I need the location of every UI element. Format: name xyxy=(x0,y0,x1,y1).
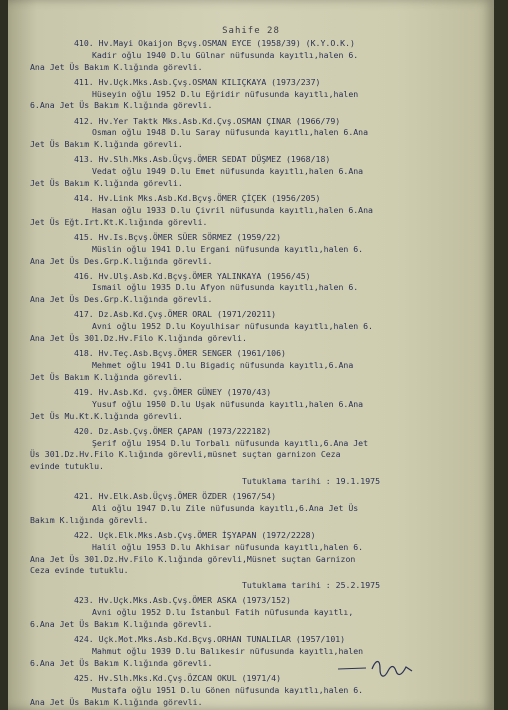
entry-detail-line: Ismail oğlu 1935 D.lu Afyon nüfusunda kayıtlı,halen 6. xyxy=(92,282,359,293)
entry-detail-line: Ceza evinde tutuklu. xyxy=(30,565,129,576)
entry-detail-line: Mehmet oğlu 1941 D.lu Bigadiç nüfusunda kayıtlı,6.Ana xyxy=(92,360,354,371)
entry-detail-line: Jet Üs Bakım K.lığında görevli. xyxy=(30,371,183,382)
entry-detail-line: Ana Jet Üs Des.Grp.K.lığında görevli. xyxy=(30,255,213,266)
record-entry xyxy=(30,154,486,189)
record-entry xyxy=(30,116,486,151)
detention-date-note: Tutuklama tarihi : 25.2.1975 xyxy=(242,580,381,591)
entry-heading-line: 423. Hv.Uçk.Mks.Asb.Çvş.ÖMER ASKA (1973/152) xyxy=(74,595,291,606)
record-entry xyxy=(30,426,486,488)
signature-mark xyxy=(336,655,426,685)
entry-detail-line: Halil oğlu 1953 D.lu Akhisar nüfusunda kayıtlı,halen 6. xyxy=(92,541,364,552)
entry-detail-line: Ana Jet Üs Bakım K.lığında görevli. xyxy=(30,61,203,72)
record-entry xyxy=(30,595,486,630)
entry-heading-line: 421. Hv.Elk.Asb.Üçvş.ÖMER ÖZDER (1967/54) xyxy=(74,491,277,502)
entry-heading-line: 415. Hv.Is.Bçvş.ÖMER SÜER SÖRMEZ (1959/22) xyxy=(74,231,282,242)
entry-heading-line: 410. Hv.Mayi Okaijon Bçvş.OSMAN EYCE (1958/39) (K.Y.O.K.) xyxy=(74,38,355,48)
entry-heading-line: 424. Uçk.Mot.Mks.Asb.Kd.Bçvş.ORHAN TUNALILAR (1957/101) xyxy=(74,634,346,645)
entry-detail-line: Avni oğlu 1952 D.lu İstanbul Fatih nüfusunda kayıtlı, xyxy=(92,607,354,618)
entry-detail-line: Ana Jet Üs 301.Dz.Hv.Filo K.lığında görevli,Müsnet suçtan Garnizon xyxy=(30,553,356,564)
entry-detail-line: Ali oğlu 1947 D.lu Zile nüfusunda kayıtlı,6.Ana Jet Üs xyxy=(92,502,359,513)
entry-detail-line: evinde tutuklu. xyxy=(30,461,104,472)
entry-detail-line: Jet Üs Bakım K.lığında görevli. xyxy=(30,139,183,150)
entry-list xyxy=(30,38,486,710)
entry-detail-line: Bakım K.lığında görevli. xyxy=(30,514,149,525)
entry-detail-line: Üs 301.Dz.Hv.Filo K.lığında görevli,müsnet suçtan garnizon Ceza xyxy=(30,449,341,460)
record-entry xyxy=(30,491,486,526)
record-entry xyxy=(30,232,486,267)
entry-heading-line: 418. Hv.Teç.Asb.Bçvş.ÖMER SENGER (1961/106) xyxy=(74,348,286,359)
entry-heading-line: 416. Hv.Ulş.Asb.Kd.Bçvş.ÖMER YALINKAYA (1956/45) xyxy=(74,270,311,281)
document-page xyxy=(8,0,494,710)
entry-detail-line: Müslin oğlu 1941 D.lu Ergani nüfusunda kayıtlı,halen 6. xyxy=(92,243,364,254)
entry-heading-line: 419. Hv.Asb.Kd. çvş.ÖMER GÜNEY (1970/43) xyxy=(74,387,272,398)
entry-detail-line: Hüseyin oğlu 1952 D.lu Eğridir nüfusunda kayıtlı,halen xyxy=(92,88,359,99)
record-entry xyxy=(30,271,486,306)
record-entry xyxy=(30,77,486,112)
entry-detail-line: Jet Üs Mu.Kt.K.lığında görevli. xyxy=(30,410,183,421)
entry-heading-line: 412. Hv.Yer Taktk Mks.Asb.Kd.Çvş.OSMAN ÇINAR (1966/79) xyxy=(74,115,341,126)
entry-detail-line: Osman oğlu 1948 D.lu Saray nüfusunda kayıtlı,halen 6.Ana xyxy=(92,127,369,138)
page-header: Sahife 28 xyxy=(222,26,280,36)
entry-detail-line: 6.Ana Jet Üs Bakım K.lığında görevli. xyxy=(30,618,213,629)
entry-detail-line: 6.Ana Jet Üs Bakım K.lığında görevli. xyxy=(30,100,213,111)
record-entry xyxy=(30,348,486,383)
entry-detail-line: Ana Jet Üs Des.Grp.K.lığında görevli. xyxy=(30,294,213,305)
entry-heading-line: 411. Hv.Uçk.Mks.Asb.Çvş.OSMAN KILIÇKAYA (1973/237) xyxy=(74,76,321,87)
entry-detail-line: Jet Üs Eğt.Irt.Kt.K.lığında görevli. xyxy=(30,216,208,227)
entry-detail-line: Mahmut oğlu 1939 D.lu Balıkesir nüfusunda kayıtlı,halen xyxy=(92,645,364,656)
entry-detail-line: 6.Ana Jet Üs Bakım K.lığında görevli. xyxy=(30,657,213,668)
entry-detail-line: Kadir oğlu 1940 D.lu Gülnar nüfusunda kayıtlı,halen 6. xyxy=(92,49,359,60)
entry-detail-line: Yusuf oğlu 1950 D.lu Uşak nüfusunda kayıtlı,halen 6.Ana xyxy=(92,398,364,409)
entry-heading-line: 413. Hv.Slh.Mks.Asb.Üçvş.ÖMER SEDAT DÜŞMEZ (1968/18) xyxy=(74,154,331,165)
entry-detail-line: Hasan oğlu 1933 D.lu Çivril nüfusunda kayıtlı,halen 6.Ana xyxy=(92,204,373,215)
entry-heading-line: 425. Hv.Slh.Mks.Kd.Çvş.ÖZCAN OKUL (1971/4) xyxy=(74,672,282,683)
entry-detail-line: Avni oğlu 1952 D.lu Koyulhisar nüfusunda kayıtlı,halen 6. xyxy=(92,321,373,332)
entry-detail-line: Mustafa oğlu 1951 D.lu Gönen nüfusunda kayıtlı,halen 6. xyxy=(92,684,364,695)
entry-detail-line: Jet Üs Bakım K.lığında görevli. xyxy=(30,177,183,188)
entry-heading-line: 422. Uçk.Elk.Mks.Asb.Çvş.ÖMER İŞYAPAN (1972/2228) xyxy=(74,529,316,540)
record-entry xyxy=(30,387,486,422)
entry-heading-line: 414. Hv.Link Mks.Asb.Kd.Bçvş.ÖMER ÇİÇEK (1956/205) xyxy=(74,193,321,204)
entry-detail-line: Vedat oğlu 1949 D.lu Emet nüfusunda kayıtlı,halen 6.Ana xyxy=(92,166,364,177)
record-entry xyxy=(30,38,486,73)
record-entry xyxy=(30,193,486,228)
entry-detail-line: Şerif oğlu 1954 D.lu Torbalı nüfusunda kayıtlı,6.Ana Jet xyxy=(92,437,369,448)
entry-detail-line: Ana Jet Üs Bakım K.lığında görevli. xyxy=(30,696,203,707)
record-entry xyxy=(30,530,486,592)
entry-heading-line: 420. Dz.Asb.Çvş.ÖMER ÇAPAN (1973/222182) xyxy=(74,425,272,436)
record-entry xyxy=(30,309,486,344)
entry-heading-line: 417. Dz.Asb.Kd.Çvş.ÖMER ORAL (1971/20211) xyxy=(74,309,277,320)
entry-detail-line: Ana Jet Üs 301.Dz.Hv.Filo K.lığında görevli. xyxy=(30,333,247,344)
detention-date-note: Tutuklama tarihi : 19.1.1975 xyxy=(242,476,381,486)
